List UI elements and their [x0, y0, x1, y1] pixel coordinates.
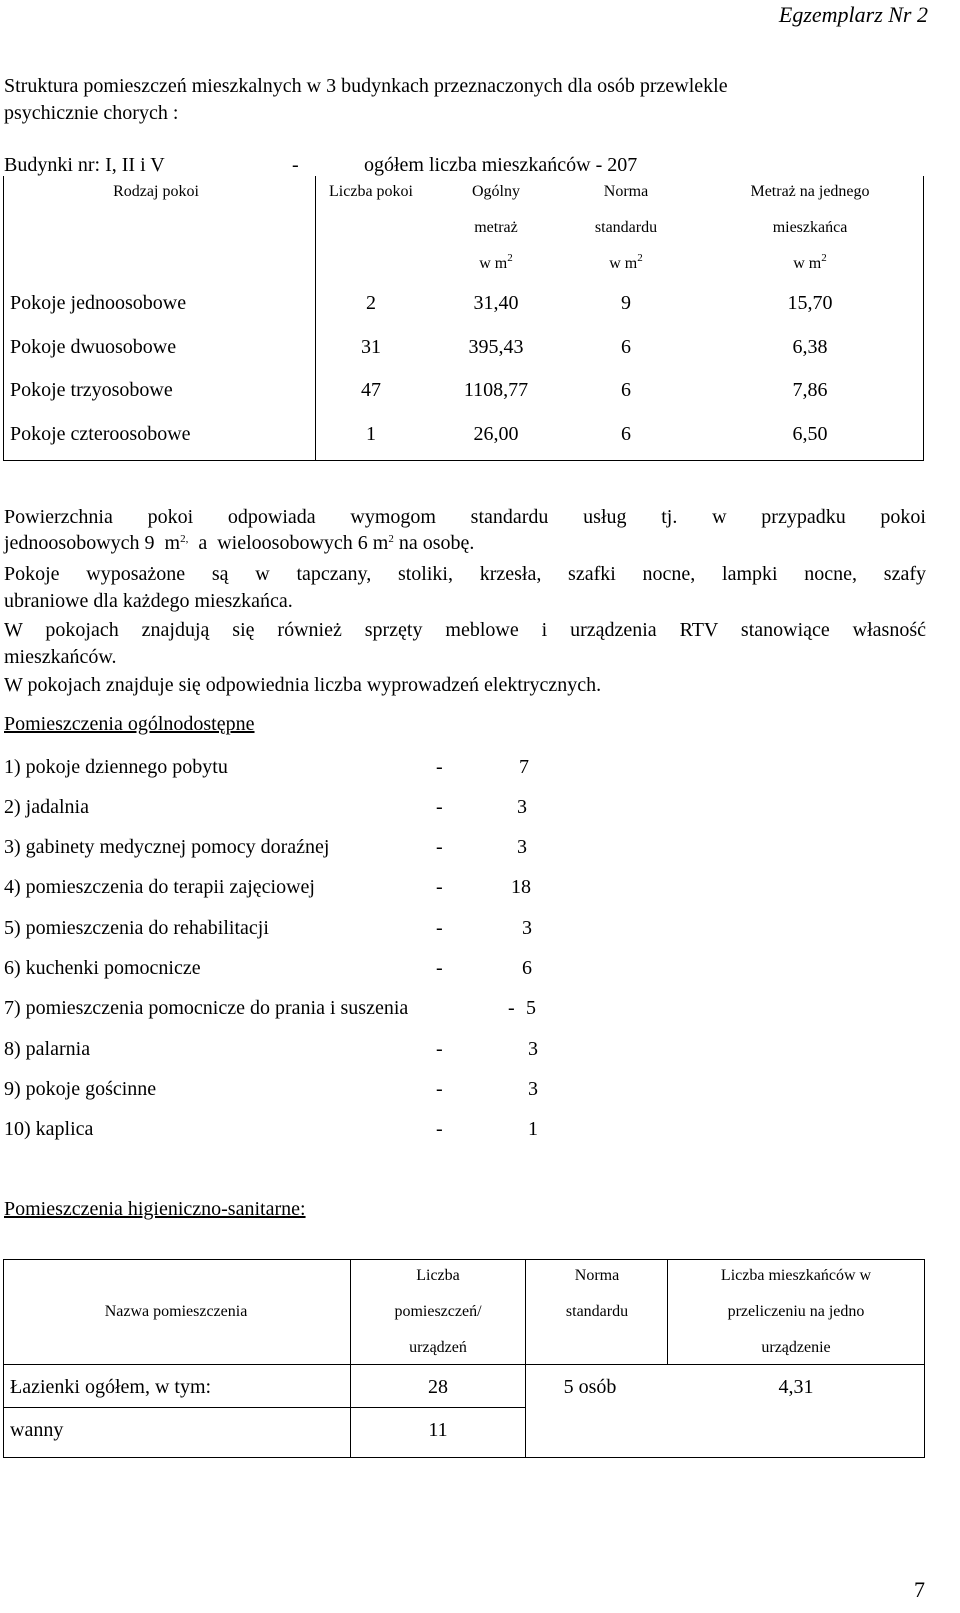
sanitary-heading: Pomieszczenia higieniczno-sanitarne:: [4, 1198, 306, 1220]
list-item-dash: -: [436, 957, 443, 979]
list-item-label: 1) pokoje dziennego pobytu: [4, 756, 228, 778]
room-type: Pokoje czteroosobowe: [10, 423, 191, 445]
room-per-resident: 6,50: [792, 423, 828, 445]
list-item-label: 5) pomieszczenia do rehabilitacji: [4, 917, 269, 939]
list-item-label: 2) jadalnia: [4, 796, 89, 818]
list-item-label: 9) pokoje gościnne: [4, 1078, 157, 1100]
rooms-header-per-resident-2: mieszkańca: [772, 219, 848, 236]
list-item-count: 18: [511, 876, 531, 898]
rooms-header-norm-2: standardu: [594, 219, 658, 236]
room-area: 31,40: [473, 292, 519, 314]
paragraph-3-line-1: W pokojach znajdują się również sprzęty meblowe i urządzenia RTV stanowiące własność: [4, 619, 926, 641]
list-item-dash: -: [436, 1118, 443, 1140]
rooms-header-area-3: w $m^2$: [479, 252, 513, 272]
room-count: 2: [366, 292, 376, 314]
sanitary-row-norm: 5 osób: [563, 1376, 617, 1398]
list-item-dash: -: [436, 1038, 443, 1060]
buildings-label: Budynki nr: I, II i V: [4, 154, 165, 176]
sanitary-header-norm-1: Norma: [574, 1267, 620, 1284]
list-item-dash: -: [508, 997, 515, 1019]
room-area: 1108,77: [463, 379, 529, 401]
room-per-resident: 15,70: [787, 292, 833, 314]
document-title-line-2: psychicznie chorych :: [4, 102, 179, 124]
list-item-count: 3: [517, 796, 527, 818]
list-item-dash: -: [436, 1078, 443, 1100]
list-item-count: 6: [522, 957, 532, 979]
room-count: 31: [361, 336, 381, 358]
sanitary-header-ratio-2: przeliczeniu na jedno: [727, 1303, 865, 1320]
room-per-resident: 7,86: [792, 379, 828, 401]
list-item-label: 7) pomieszczenia pomocnicze do prania i suszenia: [4, 997, 409, 1019]
room-norm: 6: [621, 336, 631, 358]
list-item-count: 3: [528, 1078, 538, 1100]
paragraph-4: W pokojach znajduje się odpowiednia liczba wyprowadzeń elektrycznych.: [4, 674, 602, 696]
room-norm: 9: [621, 292, 631, 314]
rooms-header-area-2: metraż: [474, 219, 518, 236]
document-title-line-1: Struktura pomieszczeń mieszkalnych w 3 budynkach przeznaczonych dla osób przewlekle: [4, 75, 728, 97]
list-item-count: 7: [519, 756, 529, 778]
rooms-header-norm-3: w $m^2$: [609, 252, 643, 272]
rooms-header-type: Rodzaj pokoi: [113, 183, 199, 200]
rooms-header-per-resident-1: Metraż na jednego: [750, 183, 870, 200]
list-item-label: 8) palarnia: [4, 1038, 91, 1060]
paragraph-1-line-2: jednoosobowych 9 $m^{2,}$ a wieloosobowych 6 $m^2$ na osobę.: [4, 532, 475, 554]
sanitary-row-count: 11: [428, 1419, 448, 1441]
room-norm: 6: [621, 423, 631, 445]
sanitary-header-count-3: urządzeń: [409, 1339, 467, 1356]
paragraph-3-line-2: mieszkańców.: [4, 646, 117, 668]
sanitary-header-name: Nazwa pomieszczenia: [104, 1303, 248, 1320]
list-item-label: 6) kuchenki pomocnicze: [4, 957, 201, 979]
sanitary-row-count: 28: [428, 1376, 448, 1398]
list-item-count: 3: [528, 1038, 538, 1060]
room-count: 47: [361, 379, 381, 401]
sanitary-row-ratio: 4,31: [778, 1376, 814, 1398]
residents-total: ogółem liczba mieszkańców - 207: [364, 154, 638, 176]
room-area: 26,00: [473, 423, 519, 445]
list-item-dash: -: [436, 836, 443, 858]
rooms-header-area-1: Ogólny: [472, 183, 520, 200]
list-item-dash: -: [436, 756, 443, 778]
list-item-count: 3: [522, 917, 532, 939]
sanitary-header-norm-2: standardu: [565, 1303, 629, 1320]
room-norm: 6: [621, 379, 631, 401]
list-item-label: 4) pomieszczenia do terapii zajęciowej: [4, 876, 315, 898]
sanitary-header-count-2: pomieszczeń/: [394, 1303, 482, 1320]
room-count: 1: [366, 423, 376, 445]
page-number: 7: [914, 1577, 925, 1602]
list-item-label: 10) kaplica: [4, 1118, 94, 1140]
paragraph-1-line-1: Powierzchnia pokoi odpowiada wymogom standardu usług tj. w przypadku pokoi: [4, 506, 926, 528]
list-item-dash: -: [436, 796, 443, 818]
room-per-resident: 6,38: [792, 336, 828, 358]
room-type: Pokoje dwuosobowe: [10, 336, 177, 358]
list-item-count: 1: [528, 1118, 538, 1140]
list-item-count: 3: [517, 836, 527, 858]
buildings-dash: -: [292, 154, 299, 176]
sanitary-header-ratio-3: urządzenie: [761, 1339, 831, 1356]
list-item-label: 3) gabinety medycznej pomocy doraźnej: [4, 836, 330, 858]
copy-label: Egzemplarz Nr 2: [778, 2, 928, 27]
rooms-header-norm-1: Norma: [603, 183, 649, 200]
room-type: Pokoje jednoosobowe: [10, 292, 187, 314]
room-area: 395,43: [468, 336, 524, 358]
paragraph-2-line-1: Pokoje wyposażone są w tapczany, stoliki, krzesła, szafki nocne, lampki nocne, szafy: [4, 563, 926, 585]
rooms-header-per-resident-3: w $m^2$: [793, 252, 827, 272]
paragraph-2-line-2: ubraniowe dla każdego mieszkańca.: [4, 590, 293, 612]
sanitary-row-name: wanny: [10, 1419, 64, 1441]
list-item-dash: -: [436, 876, 443, 898]
room-type: Pokoje trzyosobowe: [10, 379, 173, 401]
sanitary-header-count-1: Liczba: [416, 1267, 460, 1284]
list-item-dash: -: [436, 917, 443, 939]
sanitary-header-ratio-1: Liczba mieszkańców w: [720, 1267, 872, 1284]
sanitary-row-name: Łazienki ogółem, w tym:: [10, 1376, 212, 1398]
common-rooms-heading: Pomieszczenia ogólnodostępne: [4, 713, 255, 735]
list-item-count: 5: [526, 997, 536, 1019]
rooms-header-count: Liczba pokoi: [329, 183, 413, 200]
